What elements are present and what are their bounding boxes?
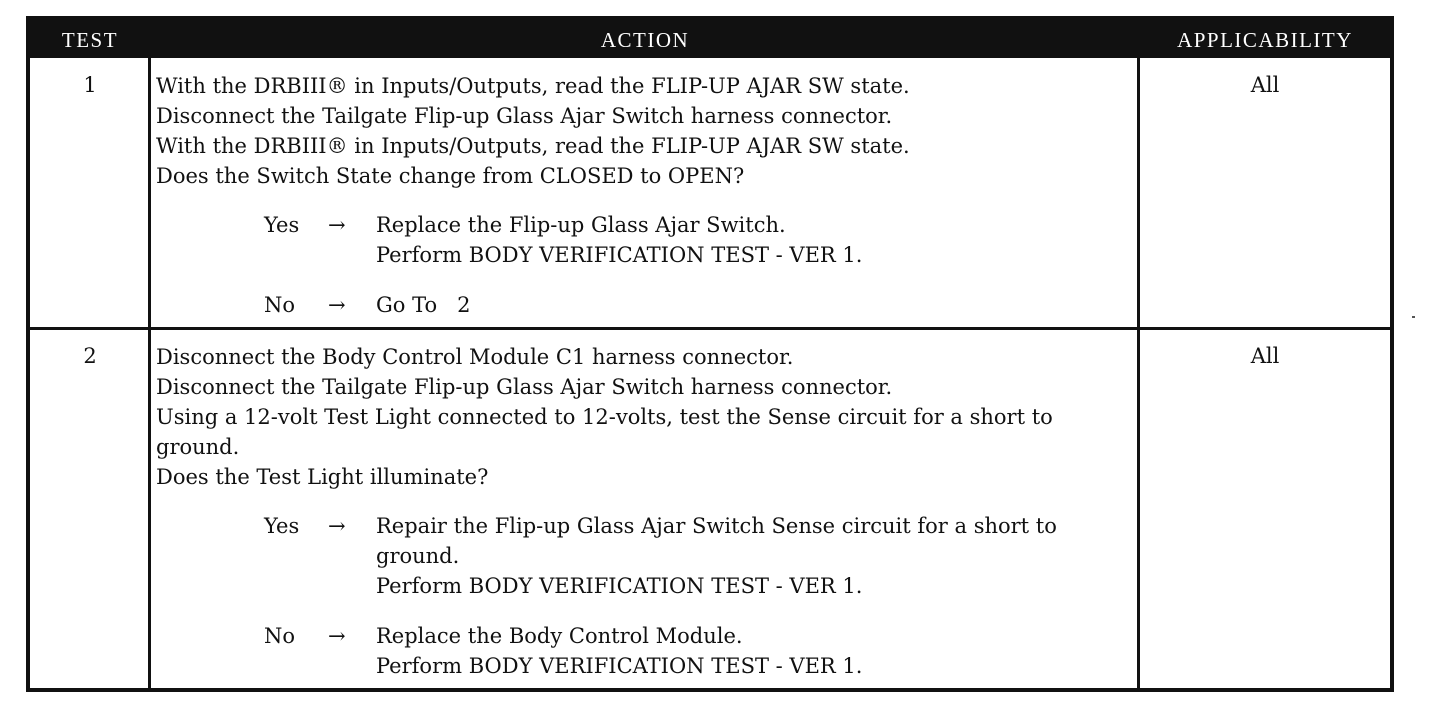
header-applicability: APPLICABILITY — [1177, 28, 1353, 52]
header-test: TEST — [61, 28, 119, 52]
arrow-icon: → — [328, 213, 346, 237]
action-step: Does the Switch State change from CLOSED to OPEN? — [156, 164, 745, 188]
test-number: 2 — [83, 344, 97, 368]
applicability-value: All — [1250, 73, 1280, 97]
action-step: With the DRBIII® in Inputs/Outputs, read the FLIP-UP AJAR SW state. — [156, 134, 910, 158]
column-divider — [148, 58, 151, 688]
applicability-value: All — [1250, 344, 1280, 368]
no-label: No — [264, 624, 296, 648]
yes-label: Yes — [264, 213, 300, 237]
action-step: Disconnect the Body Control Module C1 harness connector. — [156, 345, 794, 369]
arrow-icon: → — [328, 514, 346, 538]
yes-result: Perform BODY VERIFICATION TEST - VER 1. — [376, 243, 863, 267]
no-result: Replace the Body Control Module. — [376, 624, 743, 648]
scan-artifact — [1412, 316, 1415, 318]
arrow-icon: → — [328, 293, 346, 317]
action-step: Disconnect the Tailgate Flip-up Glass Ajar Switch harness connector. — [156, 375, 893, 399]
yes-result: Repair the Flip-up Glass Ajar Switch Sense circuit for a short to — [376, 514, 1057, 538]
action-step: With the DRBIII® in Inputs/Outputs, read the FLIP-UP AJAR SW state. — [156, 74, 910, 98]
action-step: Does the Test Light illuminate? — [156, 465, 489, 489]
yes-result: Replace the Flip-up Glass Ajar Switch. — [376, 213, 786, 237]
action-step: ground. — [156, 435, 240, 459]
action-step: Using a 12-volt Test Light connected to 12-volts, test the Sense circuit for a short to — [156, 405, 1053, 429]
column-divider — [1137, 58, 1140, 688]
action-step: Disconnect the Tailgate Flip-up Glass Ajar Switch harness connector. — [156, 104, 893, 128]
no-label: No — [264, 293, 296, 317]
header-action: ACTION — [600, 28, 690, 52]
row-divider — [30, 327, 1390, 330]
test-number: 1 — [83, 73, 97, 97]
diagnostic-table — [26, 16, 1394, 692]
yes-result: ground. — [376, 544, 460, 568]
table-header — [30, 20, 1390, 58]
yes-result: Perform BODY VERIFICATION TEST - VER 1. — [376, 574, 863, 598]
no-result: Go To 2 — [376, 293, 471, 317]
no-result: Perform BODY VERIFICATION TEST - VER 1. — [376, 654, 863, 678]
arrow-icon: → — [328, 624, 346, 648]
yes-label: Yes — [264, 514, 300, 538]
